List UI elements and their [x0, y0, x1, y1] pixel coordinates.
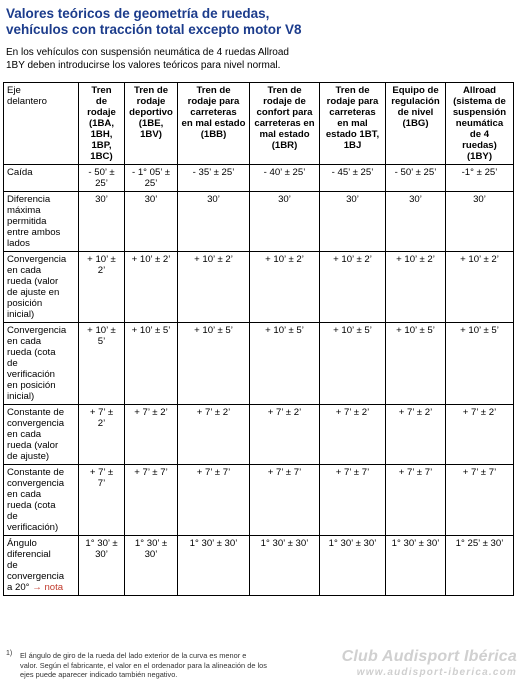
footnote — [6, 651, 306, 680]
table-cell — [446, 323, 514, 405]
row-label-line: verificación — [7, 369, 55, 380]
column-header-line: rodaje para — [187, 96, 240, 107]
watermark-url: www.audisport-iberica.com — [356, 667, 517, 678]
row-label-line: verificación) — [7, 522, 59, 533]
cell-value-line: + 10’ ± 2’ — [333, 254, 372, 265]
row-label-line: en cada — [7, 336, 42, 347]
table-cell — [178, 323, 250, 405]
column-header-line: 1BV) — [140, 129, 162, 140]
table-row — [4, 192, 514, 252]
cell-value-line: 2’ — [97, 265, 106, 276]
table-cell — [446, 405, 514, 465]
page-title-line-1: Valores teóricos de geometría de ruedas, — [6, 6, 270, 21]
table-row — [4, 465, 514, 536]
cell-value-line: -1° ± 25’ — [461, 167, 498, 178]
column-header-line: Allroad — [462, 85, 497, 96]
table-cell — [320, 192, 386, 252]
cell-value-line: + 10’ ± 2’ — [396, 254, 435, 265]
cell-value-line: + 10’ ± 2’ — [265, 254, 304, 265]
row-label-line: posición — [7, 298, 43, 309]
cell-value-line: 30’ — [95, 549, 108, 560]
table-cell — [125, 192, 178, 252]
cell-value-line: 30’ — [144, 549, 158, 560]
column-header-line: Equipo de — [392, 85, 439, 96]
table-cell — [250, 192, 320, 252]
column-header — [125, 83, 178, 165]
column-header-line: en mal estado — [181, 118, 246, 129]
row-label-line: en posición — [7, 380, 56, 391]
column-header — [178, 83, 250, 165]
column-header-line: carreteras en — [254, 118, 315, 129]
cell-value-line: 7’ — [97, 478, 106, 489]
table-cell — [320, 252, 386, 323]
row-label-line: a 20° → nota — [7, 582, 64, 593]
row-label — [4, 252, 79, 323]
cell-value-line: + 7’ ± 7’ — [267, 467, 302, 478]
wheel-alignment-table — [3, 82, 514, 596]
cell-value-line: - 50’ ± 25’ — [394, 167, 437, 178]
row-label-line: Diferencia — [7, 194, 51, 205]
cell-value-line: 2’ — [97, 418, 106, 429]
table-cell — [125, 252, 178, 323]
table-cell — [446, 465, 514, 536]
table-cell — [320, 536, 386, 596]
column-header-line: (1BY) — [466, 151, 493, 162]
cell-value-line: 25’ — [95, 178, 108, 189]
column-header — [386, 83, 446, 165]
column-header-line: confort para — [256, 107, 313, 118]
column-header-line: rodaje de — [263, 96, 306, 107]
table-cell — [386, 465, 446, 536]
row-label — [4, 323, 79, 405]
cell-value-line: 25’ — [144, 178, 158, 189]
column-header-line: de nivel — [397, 107, 434, 118]
row-label-line: rueda (cota — [7, 500, 56, 511]
table-row — [4, 536, 514, 596]
column-header-line: carreteras — [190, 107, 237, 118]
row-label-line: Constante de — [7, 407, 65, 418]
column-header-line: Tren de — [267, 85, 302, 96]
row-label-line: diferencial — [7, 549, 51, 560]
column-header-line: rodaje — [136, 96, 166, 107]
table-cell — [250, 165, 320, 192]
column-header-line: (1BB) — [200, 129, 227, 140]
table-cell — [178, 165, 250, 192]
cell-value-line: + 7’ ± 2’ — [462, 407, 497, 418]
column-header-line: Tren de — [335, 85, 370, 96]
row-label-line: inicial) — [7, 391, 35, 402]
cell-value-line: + 10’ ± 2’ — [194, 254, 233, 265]
column-header — [79, 83, 125, 165]
cell-value-line: 30’ — [144, 194, 158, 205]
column-header-line: (1BE, — [138, 118, 164, 129]
table-cell — [386, 323, 446, 405]
row-label-line: de — [7, 560, 18, 571]
table-cell — [320, 465, 386, 536]
table-cell — [178, 465, 250, 536]
row-label-line: convergencia — [7, 418, 65, 429]
row-label-line: Convergencia — [7, 325, 67, 336]
table-row — [4, 165, 514, 192]
cell-value-line: 1° 30’ ± 30’ — [328, 538, 377, 549]
cell-value-line: + 10’ ± 5’ — [333, 325, 372, 336]
row-label-line: Caída — [7, 167, 33, 178]
column-header-line: 1BJ — [343, 140, 362, 151]
table-cell — [125, 405, 178, 465]
cell-value-line: - 40’ ± 25’ — [263, 167, 306, 178]
cell-value-line: + 10’ ± 5’ — [194, 325, 233, 336]
cell-value-line: 30’ — [95, 194, 108, 205]
row-label-line: entre ambos — [7, 227, 61, 238]
table-cell — [178, 252, 250, 323]
row-label-line: convergencia — [7, 571, 65, 582]
row-label-line: Constante de — [7, 467, 65, 478]
table-cell — [125, 465, 178, 536]
row-label-line: de ajuste en — [7, 287, 60, 298]
cell-value-line: + 7’ ± 7’ — [398, 467, 433, 478]
table-cell — [250, 252, 320, 323]
cell-value-line: 5’ — [97, 336, 106, 347]
column-header-line: estado 1BT, — [325, 129, 380, 140]
row-label — [4, 465, 79, 536]
corner-header — [4, 83, 79, 165]
page-title-line-2: vehículos con tracción total excepto motor V8 — [6, 22, 302, 37]
row-label-line: Ángulo — [7, 538, 37, 549]
cell-value-line: 30’ — [278, 194, 291, 205]
table-cell — [250, 405, 320, 465]
cell-value-line: - 35’ ± 25’ — [192, 167, 235, 178]
column-header-line: rodaje — [87, 107, 116, 118]
cell-value-line: + 7’ ± 2’ — [134, 407, 168, 418]
cell-value-line: + 7’ ± 2’ — [335, 407, 370, 418]
cell-value-line: + 10’ ± 5’ — [131, 325, 171, 336]
row-label-line: máxima — [7, 205, 41, 216]
corner-header-line-1: Eje — [7, 85, 21, 96]
cell-value-line: 30’ — [473, 194, 486, 205]
row-label — [4, 536, 79, 596]
table-body — [4, 165, 514, 596]
column-header-line: de — [95, 96, 108, 107]
page-title — [6, 6, 506, 38]
row-label-line: inicial) — [7, 309, 35, 320]
cell-value-line: 1° 30’ ± 30’ — [189, 538, 238, 549]
table-row — [4, 323, 514, 405]
cell-value-line: 30’ — [409, 194, 422, 205]
table-cell — [125, 165, 178, 192]
footnote-line-3: ejes puede aparecer indicado también negativo. — [20, 670, 178, 679]
column-header-line: rodaje para — [326, 96, 379, 107]
table-cell — [79, 252, 125, 323]
cell-value-line: - 1° 05’ ± — [131, 167, 171, 178]
cell-value-line: - 45’ ± 25’ — [331, 167, 374, 178]
cell-value-line: + 10’ ± 2’ — [131, 254, 171, 265]
cell-value-line: + 10’ ± 2’ — [460, 254, 499, 265]
cell-value-line: + 7’ ± 7’ — [196, 467, 231, 478]
intro-text — [6, 46, 511, 72]
cell-value-line: + 10’ ± 5’ — [460, 325, 499, 336]
table-cell — [320, 323, 386, 405]
row-label-line: de — [7, 358, 18, 369]
row-label-line: rueda (valor — [7, 440, 59, 451]
table-cell — [178, 405, 250, 465]
cell-value-line: + 7’ ± 7’ — [462, 467, 497, 478]
column-header — [320, 83, 386, 165]
cell-value-line: 1° 25’ ± 30’ — [455, 538, 504, 549]
cell-value-line: + 7’ ± 2’ — [196, 407, 231, 418]
row-label-line: rueda (cota — [7, 347, 56, 358]
cell-value-line: + 10’ ± — [87, 254, 116, 265]
intro-line-2: 1BY deben introducirse los valores teóricos para nivel normal. — [6, 60, 281, 71]
table-cell — [446, 536, 514, 596]
column-header-line: mal estado — [259, 129, 310, 140]
row-label-line: de ajuste) — [7, 451, 50, 462]
column-header-line: Tren — [91, 85, 112, 96]
column-header-line: carreteras — [329, 107, 376, 118]
table-cell — [386, 405, 446, 465]
column-header-line: neumática — [455, 118, 504, 129]
table-cell — [178, 536, 250, 596]
row-label-line: en cada — [7, 489, 42, 500]
column-header-line: (1BR) — [271, 140, 298, 151]
row-label-line: lados — [7, 238, 30, 249]
row-label-line: permitida — [7, 216, 47, 227]
cell-value-line: 1° 30’ ± 30’ — [391, 538, 440, 549]
column-header-line: (sistema de — [453, 96, 506, 107]
cell-value-line: + 7’ ± — [89, 407, 114, 418]
row-label-line: en cada — [7, 265, 42, 276]
table-cell — [250, 536, 320, 596]
column-header-line: Tren de — [133, 85, 169, 96]
row-label-line: de — [7, 511, 18, 522]
footnote-line-1: El ángulo de giro de la rueda del lado exterior de la curva es menor e — [20, 651, 247, 660]
cell-value-line: + 7’ ± 7’ — [335, 467, 370, 478]
column-header — [446, 83, 514, 165]
nota-link[interactable]: → nota — [32, 582, 64, 593]
row-label — [4, 165, 79, 192]
cell-value-line: + 10’ ± 5’ — [396, 325, 435, 336]
cell-value-line: + 10’ ± — [87, 325, 116, 336]
column-header-line: de 4 — [469, 129, 490, 140]
row-label-line: Convergencia — [7, 254, 67, 265]
table-cell — [79, 405, 125, 465]
cell-value-line: - 50’ ± — [88, 167, 115, 178]
table-header-row — [4, 83, 514, 165]
table-cell — [79, 536, 125, 596]
cell-value-line: + 10’ ± 5’ — [265, 325, 304, 336]
cell-value-line: + 7’ ± 7’ — [134, 467, 168, 478]
column-header-line: suspensión — [452, 107, 507, 118]
footnote-marker: 1) — [6, 650, 13, 657]
table-cell — [386, 252, 446, 323]
cell-value-line: + 7’ ± 2’ — [267, 407, 302, 418]
watermark — [342, 648, 517, 678]
table-row — [4, 405, 514, 465]
row-label — [4, 405, 79, 465]
row-label — [4, 192, 79, 252]
column-header-line: (1BG) — [402, 118, 429, 129]
table-cell — [250, 465, 320, 536]
table-cell — [446, 192, 514, 252]
cell-value-line: 1° 30’ ± — [85, 538, 118, 549]
column-header-line: 1BC) — [90, 151, 113, 162]
table-cell — [125, 323, 178, 405]
footnote-line-2: valor. Según el fabricante, el valor en el ordenador para la alineación de los — [20, 660, 267, 670]
column-header-line: en mal — [337, 118, 368, 129]
row-label-line: convergencia — [7, 478, 65, 489]
row-label-line: en cada — [7, 429, 42, 440]
table-cell — [79, 192, 125, 252]
column-header-line: (1BA, — [88, 118, 115, 129]
table-cell — [79, 323, 125, 405]
table-cell — [79, 465, 125, 536]
table-cell — [386, 536, 446, 596]
table-cell — [386, 165, 446, 192]
column-header-line: deportivo — [129, 107, 173, 118]
table-cell — [446, 252, 514, 323]
table-cell — [250, 323, 320, 405]
table-cell — [386, 192, 446, 252]
cell-value-line: + 7’ ± — [89, 467, 114, 478]
column-header-line: 1BH, — [90, 129, 113, 140]
cell-value-line: + 7’ ± 2’ — [398, 407, 433, 418]
cell-value-line: 30’ — [207, 194, 220, 205]
table-cell — [320, 405, 386, 465]
intro-line-1: En los vehículos con suspensión neumática de 4 ruedas Allroad — [6, 47, 289, 58]
column-header-line: regulación — [391, 96, 440, 107]
column-header-line: 1BP, — [91, 140, 112, 151]
table-cell — [178, 192, 250, 252]
row-label-line: rueda (valor — [7, 276, 59, 287]
cell-value-line: 30’ — [346, 194, 359, 205]
cell-value-line: 1° 30’ ± 30’ — [260, 538, 309, 549]
table-cell — [320, 165, 386, 192]
table-cell — [79, 165, 125, 192]
table-row — [4, 252, 514, 323]
cell-value-line: 1° 30’ ± — [134, 538, 168, 549]
table-cell — [446, 165, 514, 192]
corner-header-line-2: delantero — [7, 96, 48, 107]
column-header-line: ruedas) — [462, 140, 497, 151]
table-cell — [125, 536, 178, 596]
column-header — [250, 83, 320, 165]
column-header-line: Tren de — [196, 85, 231, 96]
watermark-name: Club Audisport Ibérica — [341, 648, 517, 665]
